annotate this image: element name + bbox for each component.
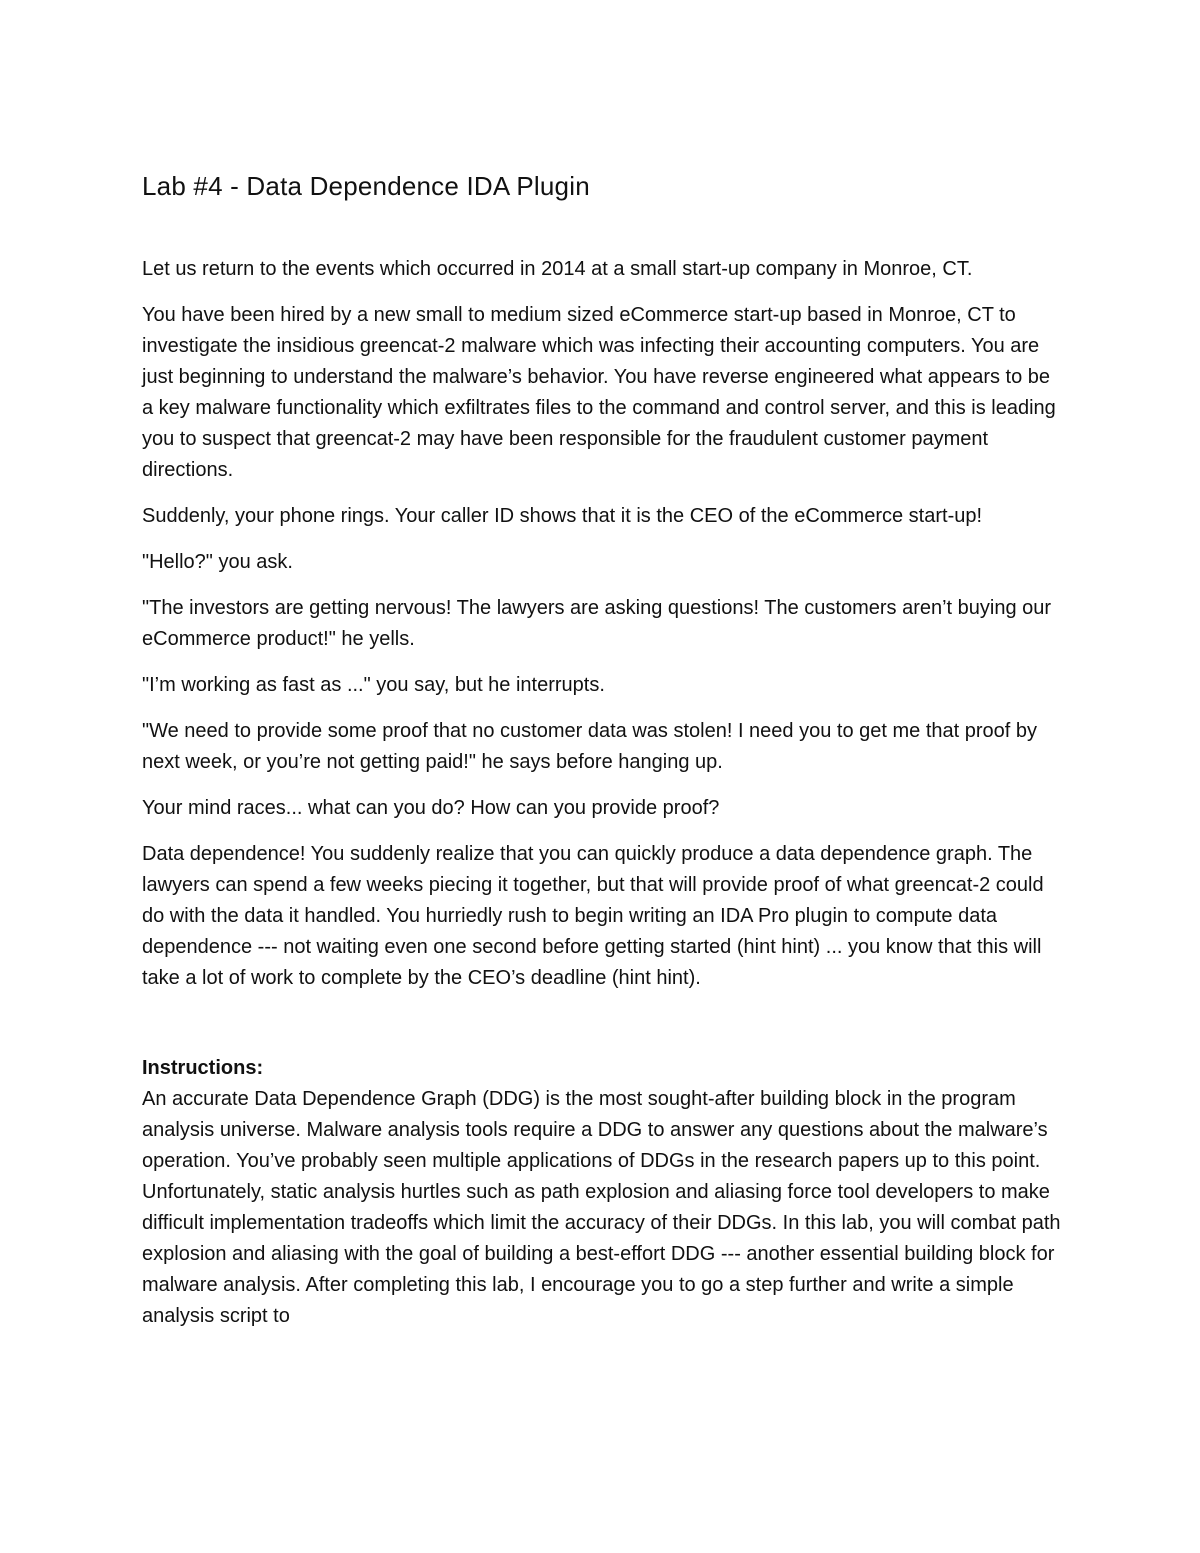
document-page (142, 168, 1062, 1347)
paragraph-intro: Let us return to the events which occurred in 2014 at a small start-up company in Monroe, CT. (142, 258, 973, 280)
paragraph-data-dependence: Data dependence! You suddenly realize that you can quickly produce a data dependence graph. The lawyers can spend a few weeks piecing it together, but that will provide proof of what greencat-2 could do with the data it handled. You hurriedly rush to begin writing an IDA Pro plugin to compute data dependence --- not waiting even one second before getting started (hint hint) ... you know that this will take a lot of work to complete by the CEO’s deadline (hint hint). (142, 843, 1044, 989)
paragraph-hired: You have been hired by a new small to medium sized eCommerce start-up based in Monroe, CT to investigate the insidious greencat-2 malware which was infecting their accounting computers. You are just beginning to understand the malware’s behavior. You have reverse engineered what appears to be a key malware functionality which exfiltrates files to the command and control server, and this is leading you to suspect that greencat-2 may have been responsible for the fraudulent customer payment directions. (142, 304, 1056, 481)
paragraph-mind-races: Your mind races... what can you do? How can you provide proof? (142, 797, 720, 819)
paragraph-phone-rings: Suddenly, your phone rings. Your caller ID shows that it is the CEO of the eCommerce start-up! (142, 505, 983, 527)
section-spacer (142, 1009, 1062, 1053)
paragraph-hello: "Hello?" you ask. (142, 551, 293, 573)
paragraph-investors: "The investors are getting nervous! The lawyers are asking questions! The customers aren’t buying our eCommerce product!" he yells. (142, 597, 1052, 650)
instructions-heading: Instructions: (142, 1057, 264, 1079)
document-title: Lab #4 - Data Dependence IDA Plugin (142, 171, 590, 201)
paragraph-proof: "We need to provide some proof that no customer data was stolen! I need you to get me that proof by next week, or you’re not getting paid!" he says before hanging up. (142, 720, 1038, 773)
instructions-paragraph: An accurate Data Dependence Graph (DDG) is the most sought-after building block in the program analysis universe. Malware analysis tools require a DDG to answer any questions about the malware’s operation. You’ve probably seen multiple applications of DDGs in the research papers up to this point. Unfortunately, static analysis hurtles such as path explosion and aliasing force tool developers to make difficult implementation tradeoffs which limit the accuracy of their DDGs. In this lab, you will combat path explosion and aliasing with the goal of building a best-effort DDG --- another essential building block for malware analysis. After completing this lab, I encourage you to go a step further and write a simple analysis script to (142, 1088, 1061, 1327)
paragraph-working: "I’m working as fast as ..." you say, but he interrupts. (142, 674, 605, 696)
